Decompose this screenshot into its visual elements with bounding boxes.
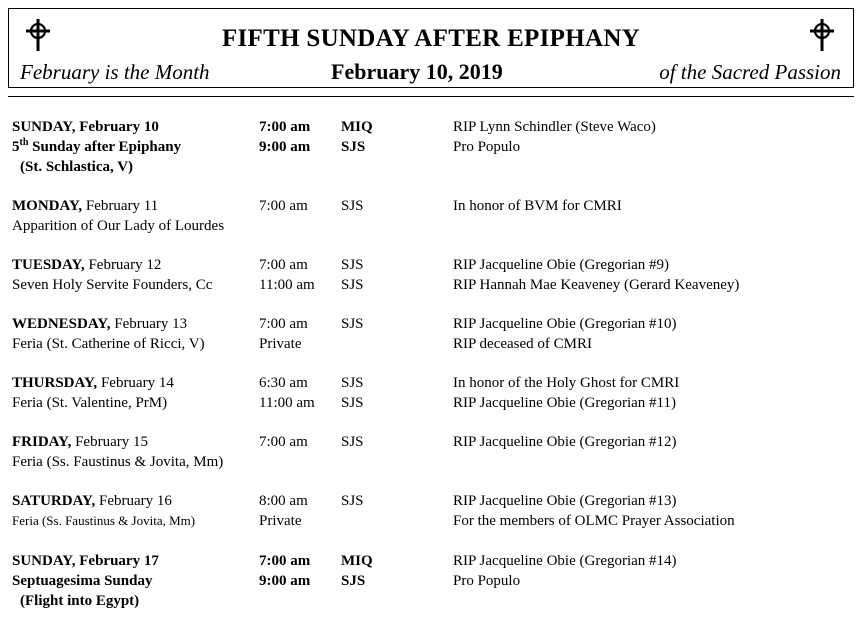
mass-time: 9:00 am <box>259 139 311 155</box>
bulletin-date: February 10, 2019 <box>331 59 503 84</box>
day-row <box>0 196 862 216</box>
day-date: February 17 <box>75 553 159 569</box>
mass-time: 11:00 am <box>259 277 315 293</box>
day-name: TUESDAY, <box>12 257 85 273</box>
mass-time: 7:00 am <box>259 316 308 332</box>
feast-description <box>12 137 181 157</box>
feast-name: (Flight into Egypt) <box>20 593 140 609</box>
mass-location: SJS <box>341 493 364 509</box>
mass-location: SJS <box>341 198 364 214</box>
mass-time: Private <box>259 513 302 529</box>
day-row <box>0 551 862 571</box>
day-date: February 14 <box>97 375 174 391</box>
mass-time: 7:00 am <box>259 434 308 450</box>
mass-location: SJS <box>341 257 364 273</box>
feast-name: Feria (Ss. Faustinus & Jovita, Mm) <box>12 454 224 470</box>
day-detail-row <box>0 137 862 157</box>
mass-location: MIQ <box>341 119 373 135</box>
day-date: February 16 <box>95 493 172 509</box>
feast-description <box>20 591 139 611</box>
day-row <box>0 373 862 393</box>
day-name: SATURDAY, <box>12 493 96 509</box>
feast-description <box>20 157 133 177</box>
day-row <box>0 255 862 275</box>
day-date: February 13 <box>110 316 188 332</box>
mass-location: MIQ <box>341 553 373 569</box>
day-heading <box>12 255 161 275</box>
mass-location: SJS <box>341 434 364 450</box>
mass-intention: RIP Jacqueline Obie (Gregorian #10) <box>453 316 677 332</box>
day-heading <box>12 432 148 452</box>
mass-intention: RIP Jacqueline Obie (Gregorian #13) <box>453 493 677 509</box>
mass-intention: RIP Lynn Schindler (Steve Waco) <box>453 119 656 135</box>
mass-intention: RIP Jacqueline Obie (Gregorian #11) <box>453 395 676 411</box>
day-heading <box>12 551 159 571</box>
page-title: FIFTH SUNDAY AFTER EPIPHANY <box>221 25 641 52</box>
day-detail-row <box>0 571 862 591</box>
feast-description <box>12 334 205 354</box>
mass-location: SJS <box>341 573 366 589</box>
mass-time: 7:00 am <box>259 553 311 569</box>
mass-time: 6:30 am <box>259 375 308 391</box>
ordinal-suffix: th <box>19 137 29 148</box>
day-detail-row <box>0 216 862 236</box>
day-row <box>0 117 862 137</box>
feast-description <box>12 511 195 531</box>
day-name: MONDAY, <box>12 198 83 214</box>
mass-time: 8:00 am <box>259 493 308 509</box>
mass-intention: For the members of OLMC Prayer Association <box>453 513 735 529</box>
mass-intention: In honor of BVM for CMRI <box>453 198 622 214</box>
day-detail-row <box>0 452 862 472</box>
day-name: THURSDAY, <box>12 375 98 391</box>
mass-location: SJS <box>341 395 364 411</box>
day-row <box>0 491 862 511</box>
feast-name: (St. Schlastica, V) <box>20 159 134 175</box>
mass-time: 9:00 am <box>259 573 311 589</box>
feast-name: Seven Holy Servite Founders, Cc <box>12 277 213 293</box>
feast-name: Sunday after Epiphany <box>28 139 182 155</box>
feast-name: Feria (St. Valentine, PrM) <box>12 395 168 411</box>
mass-intention: In honor of the Holy Ghost for CMRI <box>453 375 680 391</box>
mass-intention: RIP Jacqueline Obie (Gregorian #14) <box>453 553 677 569</box>
mass-time: 7:00 am <box>259 257 308 273</box>
day-detail-row <box>0 157 862 177</box>
day-row <box>0 314 862 334</box>
day-detail-row <box>0 511 862 531</box>
day-row <box>0 432 862 452</box>
day-name: WEDNESDAY, <box>12 316 111 332</box>
day-date: February 11 <box>82 198 159 214</box>
month-dedication-right: of the Sacred Passion <box>659 60 841 84</box>
mass-intention: RIP deceased of CMRI <box>453 336 592 352</box>
mass-intention: RIP Jacqueline Obie (Gregorian #9) <box>453 257 670 273</box>
mass-time: Private <box>259 336 302 352</box>
day-detail-row <box>0 393 862 413</box>
feast-name: Septuagesima Sunday <box>12 573 153 589</box>
day-heading <box>12 117 159 137</box>
feast-description <box>12 393 167 413</box>
day-name: SUNDAY, <box>12 119 76 135</box>
mass-location: SJS <box>341 139 366 155</box>
feast-name: Apparition of Our Lady of Lourdes <box>12 218 225 234</box>
mass-time: 11:00 am <box>259 395 315 411</box>
mass-intention: Pro Populo <box>453 573 521 589</box>
day-heading <box>12 373 174 393</box>
feast-description <box>12 452 223 472</box>
day-detail-row <box>0 334 862 354</box>
ordinal-number: 5 <box>12 139 20 155</box>
day-heading <box>12 196 158 216</box>
day-date: February 10 <box>75 119 159 135</box>
feast-name: Feria (Ss. Faustinus & Jovita, Mm) <box>12 513 196 528</box>
day-detail-row <box>0 275 862 295</box>
month-dedication-left: February is the Month <box>20 60 210 84</box>
day-detail-row <box>0 591 862 611</box>
day-heading <box>12 314 187 334</box>
mass-location: SJS <box>341 277 364 293</box>
mass-location: SJS <box>341 375 364 391</box>
day-name: FRIDAY, <box>12 434 72 450</box>
day-date: February 15 <box>71 434 148 450</box>
feast-description <box>12 216 224 236</box>
day-date: February 12 <box>84 257 162 273</box>
mass-intention: RIP Hannah Mae Keaveney (Gerard Keaveney) <box>453 277 740 293</box>
day-heading <box>12 491 172 511</box>
day-name: SUNDAY, <box>12 553 76 569</box>
feast-name: Feria (St. Catherine of Ricci, V) <box>12 336 205 352</box>
mass-location: SJS <box>341 316 364 332</box>
mass-intention: RIP Jacqueline Obie (Gregorian #12) <box>453 434 677 450</box>
feast-description <box>12 275 212 295</box>
mass-time: 7:00 am <box>259 119 311 135</box>
mass-intention: Pro Populo <box>453 139 521 155</box>
feast-description <box>12 571 152 591</box>
mass-time: 7:00 am <box>259 198 308 214</box>
